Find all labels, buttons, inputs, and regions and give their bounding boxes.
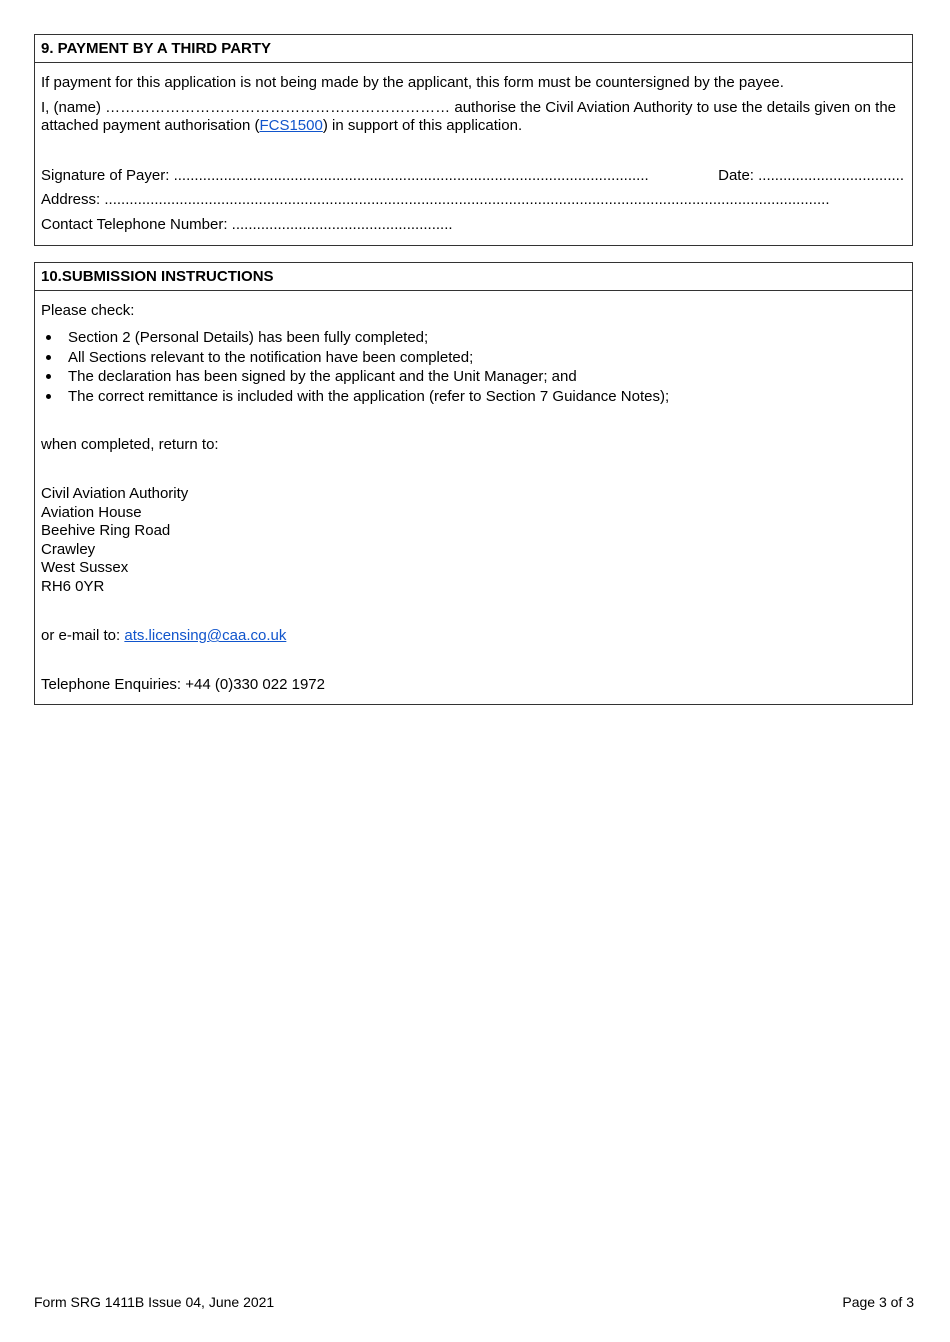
email-line <box>41 627 906 645</box>
list-item: All Sections relevant to the notification have been completed; <box>41 348 906 368</box>
address-line: RH6 0YR <box>41 577 105 595</box>
page-number: Page 3 of 3 <box>842 1294 914 1310</box>
list-item: Section 2 (Personal Details) has been fully completed; <box>41 328 906 348</box>
list-item: The declaration has been signed by the applicant and the Unit Manager; and <box>41 367 906 387</box>
address-line: West Sussex <box>41 559 129 576</box>
email-link[interactable]: ats.licensing@caa.co.uk <box>124 627 287 644</box>
please-check-label: Please check: <box>41 302 135 319</box>
checklist <box>41 328 906 406</box>
return-to-label: when completed, return to: <box>41 436 219 453</box>
authorisation-statement <box>41 99 906 135</box>
list-item: The correct remittance is included with the application (refer to Section 7 Guidance Notes); <box>41 387 906 407</box>
authorisation-text-start: I, (name) …………………………………………………………… authorise the Civil Aviation Authority to use the details given on the attached payment authorisation ( <box>41 99 897 134</box>
section-10-submission-box <box>34 262 913 705</box>
section-10-heading: 10.SUBMISSION INSTRUCTIONS <box>35 263 912 291</box>
section-9-intro: If payment for this application is not being made by the applicant, this form must be countersigned by the payee. <box>41 74 784 91</box>
address-line: Civil Aviation Authority <box>41 485 189 502</box>
address-line: Beehive Ring Road <box>41 522 171 539</box>
section-9-payment-box <box>34 34 913 246</box>
email-label: or e-mail to: <box>41 627 125 644</box>
date-field[interactable]: Date: ................................... <box>718 167 904 184</box>
fcs1500-link[interactable]: FCS1500 <box>259 117 323 134</box>
bullet-icon <box>46 394 51 399</box>
contact-telephone-field[interactable]: Contact Telephone Number: ..................................................... <box>41 216 453 233</box>
bullet-icon <box>46 355 51 360</box>
form-identifier: Form SRG 1411B Issue 04, June 2021 <box>34 1294 275 1310</box>
section-9-heading: 9. PAYMENT BY A THIRD PARTY <box>35 35 912 63</box>
authorisation-text-end: ) in support of this application. <box>322 117 523 134</box>
address-field[interactable]: Address: .............................................................................................................................................................................. <box>41 191 830 208</box>
bullet-icon <box>46 335 51 340</box>
telephone-enquiries: Telephone Enquiries: +44 (0)330 022 1972 <box>41 676 325 693</box>
address-line: Crawley <box>41 540 96 558</box>
bullet-icon <box>46 374 51 379</box>
address-line: Aviation House <box>41 503 142 521</box>
signature-of-payer-field[interactable]: Signature of Payer: .................................................................................................................. <box>41 167 649 184</box>
